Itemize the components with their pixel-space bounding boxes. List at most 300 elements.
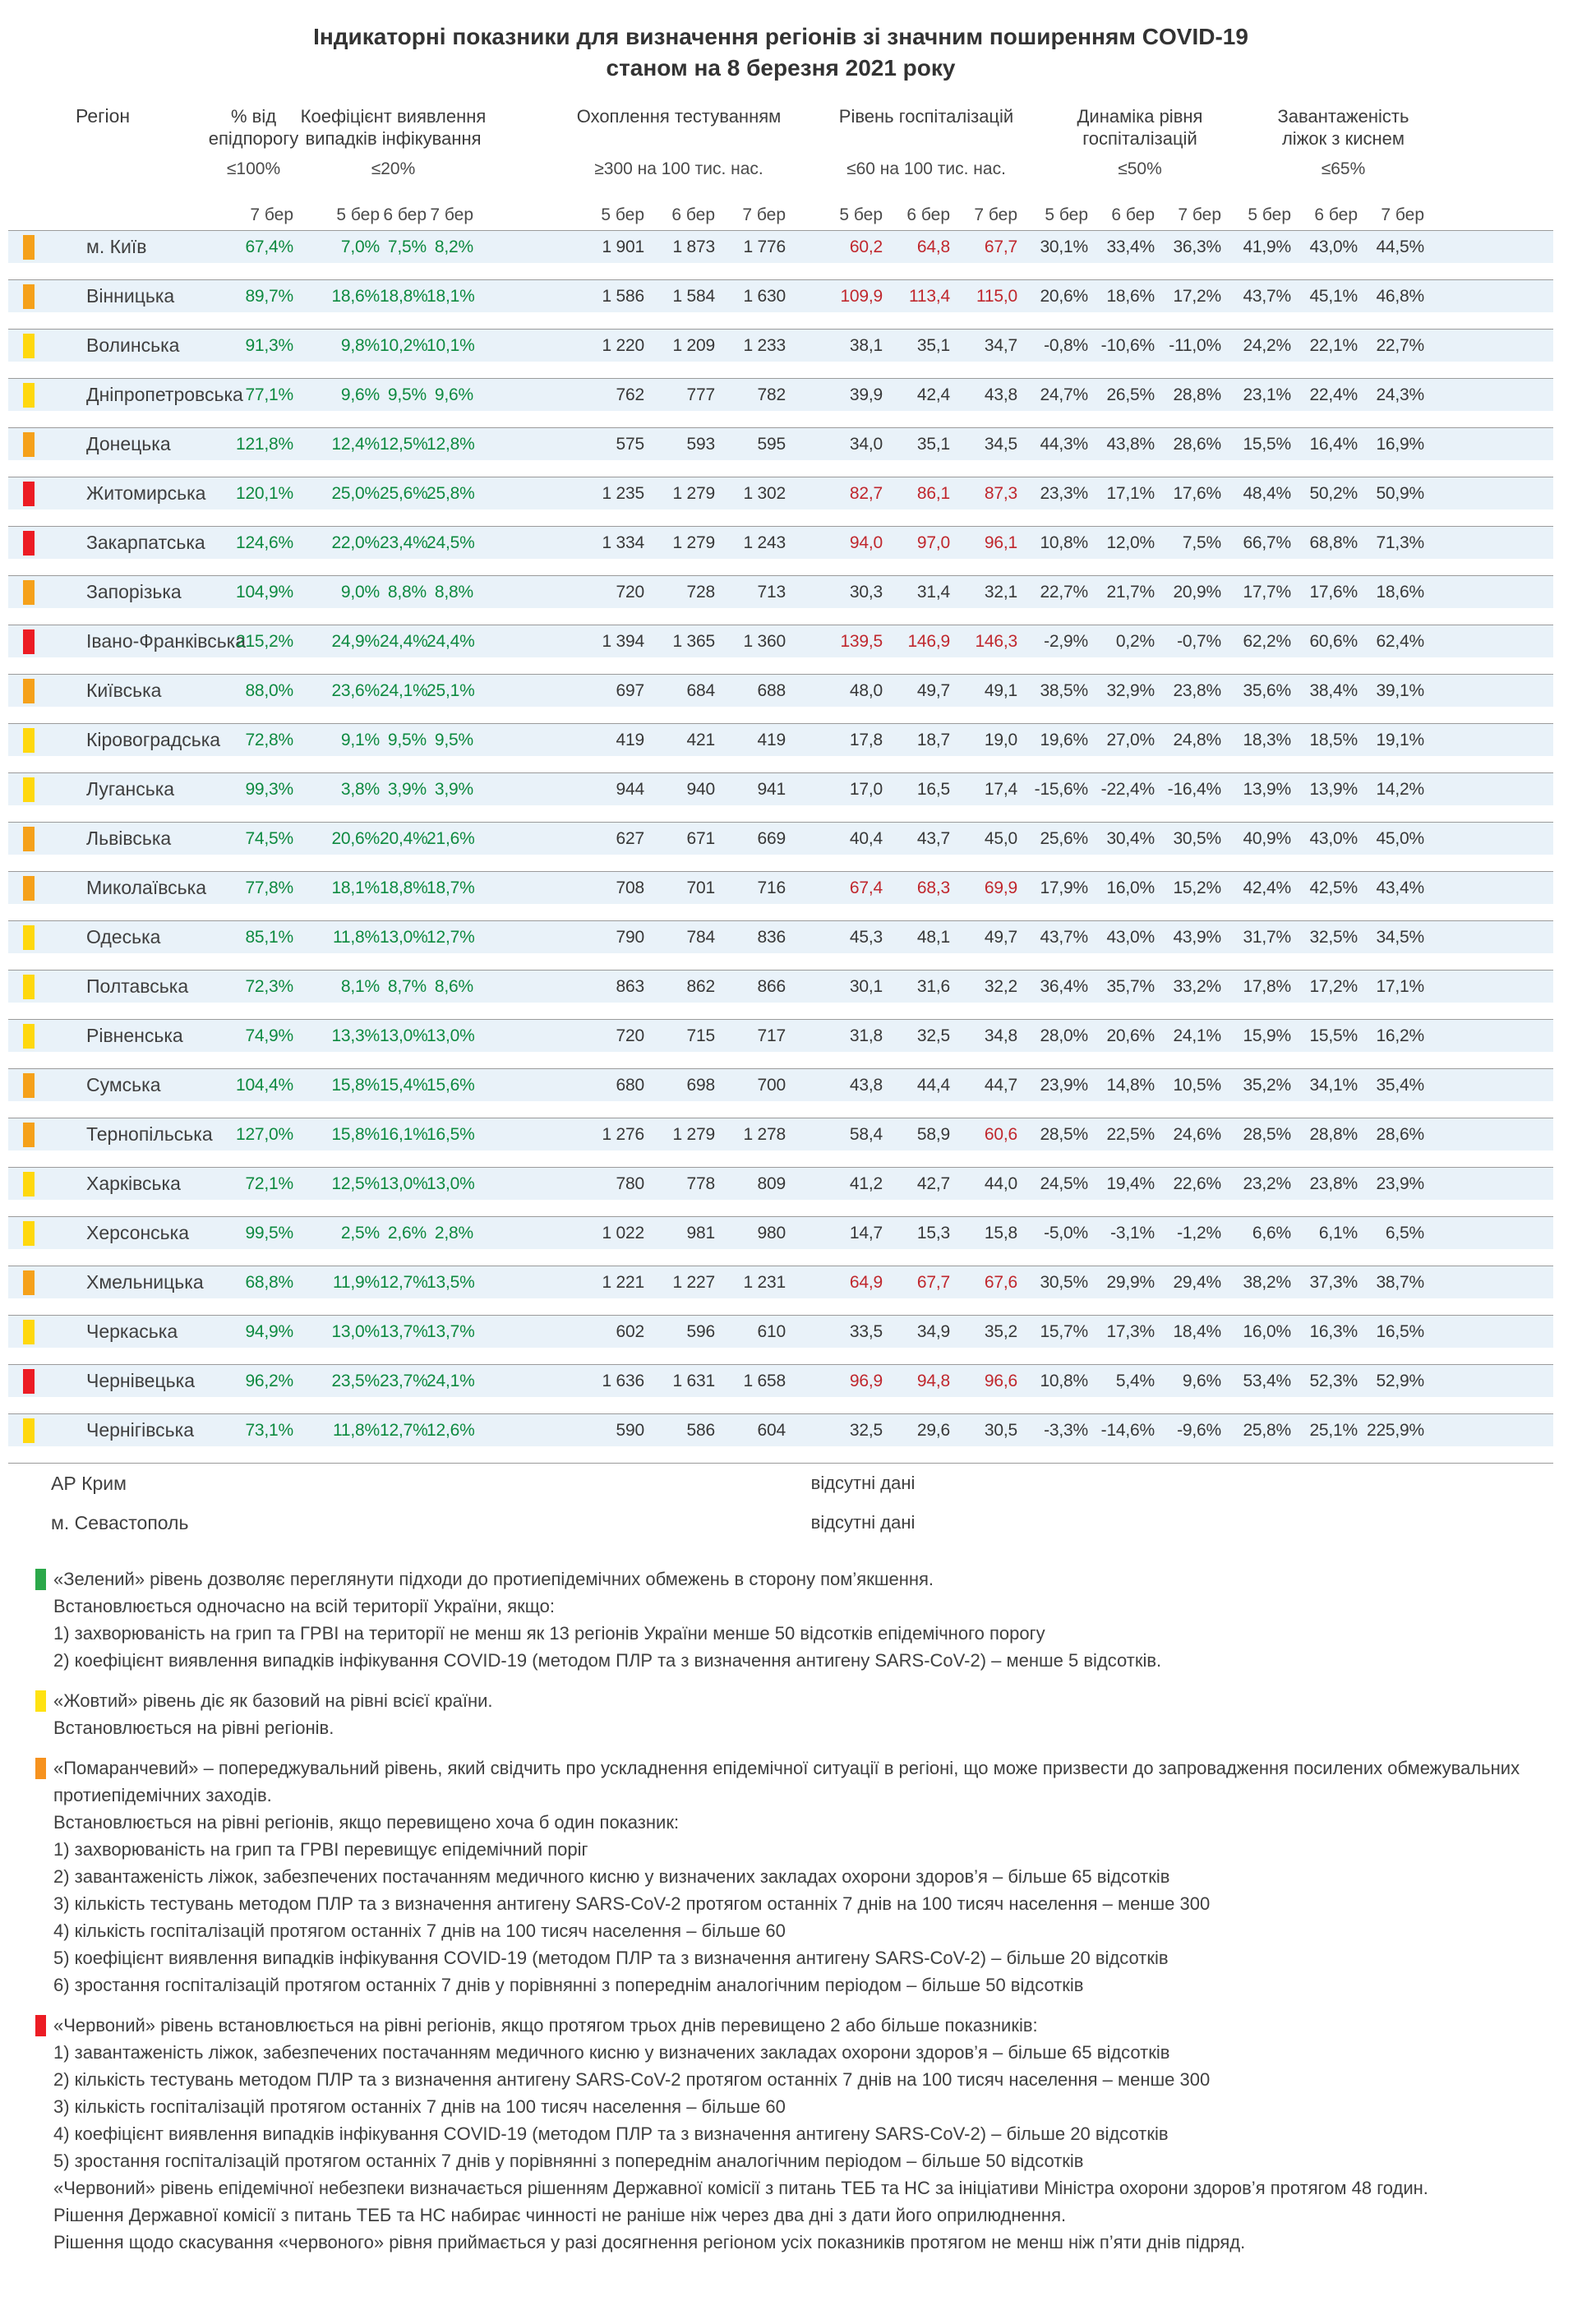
value-cell: 671 <box>686 828 715 848</box>
value-cell: 23,8% <box>1309 1173 1358 1193</box>
level-indicator-red <box>23 482 35 506</box>
level-indicator-yellow <box>23 1221 35 1246</box>
value-cell: 30,1 <box>849 976 883 996</box>
value-cell: 1 584 <box>672 286 715 306</box>
value-cell: 17,9% <box>1040 878 1088 897</box>
legend-text-line: Рішення щодо скасування «червоного» рівня приймається у разі досягнення регіоном усіх показників протягом не менш ніж п’яти днів підряд. <box>53 2232 1246 2252</box>
value-cell: 9,6% <box>340 385 380 404</box>
value-cell: 1 231 <box>743 1272 786 1292</box>
value-cell: 24,5% <box>1040 1173 1088 1193</box>
no-data-row <box>8 1464 1553 1503</box>
legend-text-line: «Червоний» рівень епідемічної небезпеки визначається рішенням Державної комісії з питань ТЕБ та НС за ініціативи Міністра охорони здоров’я протягом 48 годин. <box>53 2178 1428 2198</box>
value-cell: 12,7% <box>380 1420 428 1440</box>
value-cell: 19,4% <box>1106 1173 1155 1193</box>
value-cell: 74,5% <box>245 828 293 848</box>
value-cell: 30,4% <box>1106 828 1155 848</box>
value-cell: 17,2% <box>1173 286 1221 306</box>
value-cell: 1 221 <box>602 1272 644 1292</box>
value-cell: 52,9% <box>1376 1371 1424 1390</box>
value-cell: 784 <box>686 927 715 947</box>
value-cell: 33,4% <box>1106 237 1155 256</box>
column-group-title: Рівень госпіталізацій <box>838 106 1014 127</box>
value-cell: 680 <box>616 1075 644 1095</box>
value-cell: 11,8% <box>333 1420 380 1440</box>
value-cell: 1 776 <box>743 237 786 256</box>
value-cell: 43,7 <box>916 828 950 848</box>
value-cell: 69,9 <box>984 878 1017 897</box>
value-cell: 1 365 <box>672 631 715 651</box>
value-cell: 16,5% <box>427 1124 475 1144</box>
legend-section-green <box>35 1565 1553 1674</box>
level-indicator-orange <box>23 284 35 309</box>
value-cell: 35,1 <box>916 335 950 355</box>
value-cell: 1 586 <box>602 286 644 306</box>
value-cell: 10,1% <box>427 335 475 355</box>
value-cell: 28,6% <box>1173 434 1221 454</box>
value-cell: 778 <box>686 1173 715 1193</box>
value-cell: 49,7 <box>984 927 1017 947</box>
value-cell: 944 <box>616 779 644 799</box>
legend-text-line: 3) кількість госпіталізацій протягом останніх 7 днів на 100 тисяч населення – більше 60 <box>53 2096 786 2117</box>
column-date-label: 5 бер <box>839 205 883 224</box>
value-cell: 9,6% <box>1182 1371 1221 1390</box>
value-cell: 121,8% <box>235 434 293 454</box>
value-cell: 575 <box>616 434 644 454</box>
legend-text-line: 2) кількість тестувань методом ПЛР та з визначення антигену SARS-CoV-2 протягом останніх 7 днів на 100 тисяч населення – менше 300 <box>53 2069 1211 2090</box>
region-name: Донецька <box>86 433 171 454</box>
level-indicator-yellow <box>23 925 35 950</box>
value-cell: 30,5% <box>1173 828 1221 848</box>
value-cell: 115,0 <box>976 286 1017 306</box>
value-cell: 1 235 <box>602 483 644 503</box>
value-cell: 6,1% <box>1318 1223 1358 1243</box>
level-indicator-red <box>23 629 35 654</box>
value-cell: 12,8% <box>427 434 475 454</box>
legend-text-line: «Зелений» рівень дозволяє переглянути підходи до протиепідемічних обмежень в сторону пом’якшення. <box>53 1569 934 1589</box>
legend-color-square-orange <box>35 1758 46 1779</box>
value-cell: 20,6% <box>1106 1026 1155 1045</box>
column-threshold: ≤65% <box>1321 159 1366 178</box>
value-cell: -15,6% <box>1034 779 1088 799</box>
value-cell: 18,8% <box>380 286 428 306</box>
region-name: Івано-Франківська <box>86 630 247 652</box>
value-cell: 64,9 <box>849 1272 883 1292</box>
value-cell: 18,3% <box>1243 730 1291 749</box>
value-cell: 15,3 <box>916 1223 950 1243</box>
column-date-label: 5 бер <box>1248 205 1291 224</box>
legend-color-square-yellow <box>35 1690 46 1712</box>
value-cell: 32,5 <box>916 1026 950 1045</box>
region-name: Херсонська <box>86 1222 190 1243</box>
value-cell: 1 360 <box>743 631 786 651</box>
value-cell: 13,3% <box>331 1026 380 1045</box>
column-group-title: Динаміка рівня госпіталізацій <box>1077 106 1203 149</box>
value-cell: -0,7% <box>1177 631 1221 651</box>
value-cell: 49,1 <box>984 680 1017 700</box>
value-cell: 1 636 <box>602 1371 644 1390</box>
value-cell: 22,6% <box>1173 1173 1221 1193</box>
value-cell: 24,4% <box>380 631 428 651</box>
value-cell: 6,5% <box>1385 1223 1424 1243</box>
value-cell: 19,0 <box>984 730 1017 749</box>
region-name: Луганська <box>86 778 175 800</box>
value-cell: 9,6% <box>434 385 473 404</box>
no-data-row <box>8 1503 1553 1542</box>
value-cell: 7,5% <box>387 237 427 256</box>
column-group-title: Коефіцієнт виявлення випадків інфікування <box>300 106 487 149</box>
value-cell: 13,7% <box>427 1321 475 1341</box>
region-name: Миколаївська <box>86 877 207 898</box>
value-cell: 33,2% <box>1173 976 1221 996</box>
level-indicator-yellow <box>23 728 35 753</box>
legend-section-orange <box>35 1754 1553 1999</box>
value-cell: 22,5% <box>1106 1124 1155 1144</box>
value-cell: 20,9% <box>1173 582 1221 602</box>
value-cell: 2,5% <box>340 1223 380 1243</box>
value-cell: 32,5 <box>849 1420 883 1440</box>
value-cell: 12,5% <box>331 1173 380 1193</box>
level-indicator-orange <box>23 432 35 457</box>
level-indicator-yellow <box>23 1418 35 1443</box>
value-cell: 1 302 <box>743 483 786 503</box>
value-cell: 697 <box>616 680 644 700</box>
column-date-label: 6 бер <box>671 205 715 224</box>
value-cell: 16,5 <box>916 779 950 799</box>
value-cell: 87,3 <box>984 483 1017 503</box>
value-cell: 40,9% <box>1243 828 1291 848</box>
column-threshold: ≤50% <box>1118 159 1162 178</box>
table-header-dates <box>8 184 1553 230</box>
legend-color-square-red <box>35 2015 46 2036</box>
value-cell: 2,6% <box>387 1223 427 1243</box>
value-cell: 18,6% <box>1106 286 1155 306</box>
value-cell: 21,7% <box>1106 582 1155 602</box>
value-cell: 8,6% <box>434 976 473 996</box>
legend-text-line: 1) захворюваність на грип та ГРВІ перевищує епідемічний поріг <box>53 1839 588 1860</box>
value-cell: 20,6% <box>331 828 380 848</box>
covid-indicators-report <box>0 21 1596 2310</box>
value-cell: 14,8% <box>1106 1075 1155 1095</box>
value-cell: 64,8 <box>916 237 950 256</box>
table-row <box>8 772 1553 805</box>
value-cell: 31,7% <box>1243 927 1291 947</box>
value-cell: 22,4% <box>1309 385 1358 404</box>
column-date-label: 6 бер <box>383 205 427 224</box>
value-cell: 25,6% <box>1040 828 1088 848</box>
value-cell: 3,9% <box>434 779 473 799</box>
table-row <box>8 1315 1553 1348</box>
value-cell: 15,9% <box>1243 1026 1291 1045</box>
legend-section-yellow <box>35 1687 1553 1741</box>
value-cell: 10,8% <box>1040 1371 1088 1390</box>
value-cell: 53,4% <box>1243 1371 1291 1390</box>
value-cell: 18,8% <box>380 878 428 897</box>
value-cell: 688 <box>757 680 786 700</box>
value-cell: 8,1% <box>340 976 380 996</box>
value-cell: 12,7% <box>427 927 475 947</box>
value-cell: 91,3% <box>245 335 293 355</box>
value-cell: -5,0% <box>1044 1223 1088 1243</box>
level-indicator-yellow <box>23 777 35 802</box>
value-cell: 15,6% <box>427 1075 475 1095</box>
value-cell: 20,4% <box>380 828 428 848</box>
value-cell: 48,0 <box>849 680 883 700</box>
value-cell: 17,8% <box>1243 976 1291 996</box>
value-cell: 669 <box>757 828 786 848</box>
value-cell: 25,6% <box>380 483 428 503</box>
value-cell: 45,0% <box>1376 828 1424 848</box>
region-name: Рівненська <box>86 1025 183 1046</box>
value-cell: 86,1 <box>916 483 950 503</box>
level-indicator-orange <box>23 1073 35 1098</box>
table-body <box>8 230 1553 1446</box>
value-cell: 17,6% <box>1309 582 1358 602</box>
value-cell: 980 <box>757 1223 786 1243</box>
value-cell: 18,6% <box>1376 582 1424 602</box>
value-cell: 981 <box>686 1223 715 1243</box>
value-cell: 762 <box>616 385 644 404</box>
no-data-note: відсутні дані <box>810 1473 916 1493</box>
value-cell: 595 <box>757 434 786 454</box>
value-cell: 15,8 <box>984 1223 1017 1243</box>
value-cell: 790 <box>616 927 644 947</box>
page-title-line2: станом на 8 березня 2021 року <box>606 55 956 81</box>
value-cell: 708 <box>616 878 644 897</box>
value-cell: 35,4% <box>1376 1075 1424 1095</box>
value-cell: 24,2% <box>1243 335 1291 355</box>
value-cell: 97,0 <box>916 533 950 552</box>
value-cell: 23,4% <box>380 533 428 552</box>
value-cell: 34,5 <box>984 434 1017 454</box>
region-name: Дніпропетровська <box>86 384 243 405</box>
value-cell: 72,1% <box>245 1173 293 1193</box>
value-cell: 94,0 <box>849 533 883 552</box>
legend-section-red <box>35 2012 1553 2256</box>
value-cell: 74,9% <box>245 1026 293 1045</box>
value-cell: 627 <box>616 828 644 848</box>
value-cell: 16,4% <box>1309 434 1358 454</box>
value-cell: 1 334 <box>602 533 644 552</box>
value-cell: 96,6 <box>984 1371 1017 1390</box>
value-cell: 16,2% <box>1376 1026 1424 1045</box>
value-cell: 104,9% <box>235 582 293 602</box>
level-indicator-orange <box>23 235 35 260</box>
value-cell: 21,6% <box>427 828 475 848</box>
value-cell: 30,1% <box>1040 237 1088 256</box>
value-cell: 3,9% <box>387 779 427 799</box>
no-data-section <box>8 1463 1553 1542</box>
value-cell: 16,1% <box>380 1124 428 1144</box>
value-cell: -1,2% <box>1177 1223 1221 1243</box>
value-cell: 22,7% <box>1376 335 1424 355</box>
value-cell: 44,0 <box>984 1173 1017 1193</box>
value-cell: 44,3% <box>1040 434 1088 454</box>
value-cell: 85,1% <box>245 927 293 947</box>
value-cell: 62,4% <box>1376 631 1424 651</box>
table-row <box>8 1266 1553 1298</box>
value-cell: 16,5% <box>1376 1321 1424 1341</box>
value-cell: 13,0% <box>427 1026 475 1045</box>
value-cell: 780 <box>616 1173 644 1193</box>
value-cell: 11,8% <box>333 927 380 947</box>
region-name: Вінницька <box>86 285 175 307</box>
value-cell: 42,5% <box>1309 878 1358 897</box>
value-cell: 13,9% <box>1243 779 1291 799</box>
column-threshold: ≤100% <box>226 159 281 178</box>
value-cell: 1 279 <box>672 533 715 552</box>
value-cell: 94,9% <box>245 1321 293 1341</box>
table-row <box>8 625 1553 657</box>
value-cell: 27,0% <box>1106 730 1155 749</box>
region-name: Тернопільська <box>86 1123 213 1145</box>
table-row <box>8 230 1553 263</box>
region-name: Житомирська <box>86 482 206 504</box>
value-cell: 15,4% <box>380 1075 428 1095</box>
value-cell: 113,4 <box>909 286 950 306</box>
value-cell: 25,8% <box>427 483 475 503</box>
value-cell: 38,2% <box>1243 1272 1291 1292</box>
table-row <box>8 329 1553 362</box>
value-cell: 48,4% <box>1243 483 1291 503</box>
table-row <box>8 1019 1553 1052</box>
value-cell: 139,5 <box>840 631 883 651</box>
value-cell: 16,9% <box>1376 434 1424 454</box>
value-cell: 88,0% <box>245 680 293 700</box>
value-cell: 715 <box>686 1026 715 1045</box>
value-cell: 45,3 <box>849 927 883 947</box>
value-cell: 13,0% <box>427 1173 475 1193</box>
table-row <box>8 378 1553 411</box>
table-row <box>8 871 1553 904</box>
legend-text-line: 1) захворюваність на грип та ГРВІ на території не менш як 13 регіонів України менше 50 відсотків епідемічного порогу <box>53 1623 1045 1644</box>
value-cell: 8,2% <box>434 237 473 256</box>
table-row <box>8 1216 1553 1249</box>
value-cell: 77,1% <box>245 385 293 404</box>
value-cell: 29,9% <box>1106 1272 1155 1292</box>
value-cell: 146,3 <box>975 631 1017 651</box>
region-name: Волинська <box>86 334 180 356</box>
value-cell: -2,9% <box>1044 631 1088 651</box>
value-cell: 1 278 <box>743 1124 786 1144</box>
value-cell: 48,1 <box>916 927 950 947</box>
value-cell: 34,7 <box>984 335 1017 355</box>
value-cell: 3,8% <box>340 779 380 799</box>
value-cell: 13,0% <box>380 927 428 947</box>
value-cell: -0,8% <box>1044 335 1088 355</box>
value-cell: 10,8% <box>1040 533 1088 552</box>
level-indicator-orange <box>23 580 35 605</box>
value-cell: 9,5% <box>434 730 473 749</box>
value-cell: 1 631 <box>672 1371 715 1390</box>
value-cell: 67,7 <box>916 1272 950 1292</box>
value-cell: 1 220 <box>602 335 644 355</box>
value-cell: 940 <box>686 779 715 799</box>
value-cell: 109,9 <box>840 286 883 306</box>
region-name: Чернігівська <box>86 1419 195 1441</box>
column-date-label: 5 бер <box>1045 205 1088 224</box>
value-cell: 66,7% <box>1243 533 1291 552</box>
value-cell: 602 <box>616 1321 644 1341</box>
value-cell: 34,0 <box>849 434 883 454</box>
value-cell: 728 <box>686 582 715 602</box>
value-cell: 62,2% <box>1243 631 1291 651</box>
region-name: Кіровоградська <box>86 729 221 750</box>
column-group-title: Завантаженість ліжок з киснем <box>1277 106 1409 149</box>
value-cell: 8,8% <box>434 582 473 602</box>
value-cell: 99,3% <box>245 779 293 799</box>
value-cell: 43,4% <box>1376 878 1424 897</box>
page-title-line1: Індикаторні показники для визначення регіонів зі значним поширенням COVID-19 <box>313 24 1248 49</box>
value-cell: 716 <box>757 878 786 897</box>
column-date-label: 7 бер <box>250 205 293 224</box>
value-cell: 23,5% <box>331 1371 380 1390</box>
value-cell: 809 <box>757 1173 786 1193</box>
value-cell: -11,0% <box>1169 335 1221 355</box>
value-cell: 50,2% <box>1309 483 1358 503</box>
value-cell: 13,0% <box>331 1321 380 1341</box>
value-cell: 25,0% <box>331 483 380 503</box>
value-cell: 94,8 <box>916 1371 950 1390</box>
value-cell: 35,6% <box>1243 680 1291 700</box>
value-cell: 8,7% <box>387 976 427 996</box>
value-cell: 31,6 <box>916 976 950 996</box>
value-cell: 16,3% <box>1309 1321 1358 1341</box>
value-cell: 43,8 <box>849 1075 883 1095</box>
value-cell: 30,5% <box>1040 1272 1088 1292</box>
value-cell: 698 <box>686 1075 715 1095</box>
value-cell: 720 <box>616 1026 644 1045</box>
value-cell: 146,9 <box>907 631 950 651</box>
region-name: Київська <box>86 680 162 701</box>
value-cell: 96,1 <box>984 533 1017 552</box>
value-cell: 72,8% <box>245 730 293 749</box>
level-indicator-orange <box>23 827 35 851</box>
value-cell: 15,7% <box>1040 1321 1088 1341</box>
value-cell: 42,4% <box>1243 878 1291 897</box>
value-cell: 17,6% <box>1173 483 1221 503</box>
value-cell: 68,8% <box>1309 533 1358 552</box>
value-cell: 72,3% <box>245 976 293 996</box>
value-cell: 24,4% <box>427 631 475 651</box>
value-cell: 13,5% <box>427 1272 475 1292</box>
value-cell: -14,6% <box>1100 1420 1155 1440</box>
value-cell: 42,7 <box>916 1173 950 1193</box>
column-threshold: ≥300 на 100 тис. нас. <box>594 159 763 178</box>
value-cell: 19,1% <box>1376 730 1424 749</box>
level-indicator-orange <box>23 1123 35 1147</box>
value-cell: 604 <box>757 1420 786 1440</box>
value-cell: 24,1% <box>380 680 428 700</box>
value-cell: 67,7 <box>984 237 1017 256</box>
value-cell: 590 <box>616 1420 644 1440</box>
value-cell: -10,6% <box>1100 335 1155 355</box>
value-cell: 17,0 <box>849 779 883 799</box>
column-date-label: 7 бер <box>1178 205 1221 224</box>
region-name: Сумська <box>86 1074 161 1095</box>
column-threshold: ≤60 на 100 тис. нас. <box>846 159 1006 178</box>
value-cell: 36,3% <box>1173 237 1221 256</box>
value-cell: 35,2% <box>1243 1075 1291 1095</box>
value-cell: 18,4% <box>1173 1321 1221 1341</box>
value-cell: 30,5 <box>984 1420 1017 1440</box>
value-cell: 67,4 <box>849 878 883 897</box>
table-row <box>8 920 1553 953</box>
value-cell: 12,7% <box>380 1272 428 1292</box>
value-cell: 96,2% <box>245 1371 293 1390</box>
value-cell: 40,4 <box>849 828 883 848</box>
value-cell: 1 227 <box>672 1272 715 1292</box>
value-cell: 44,4 <box>916 1075 950 1095</box>
